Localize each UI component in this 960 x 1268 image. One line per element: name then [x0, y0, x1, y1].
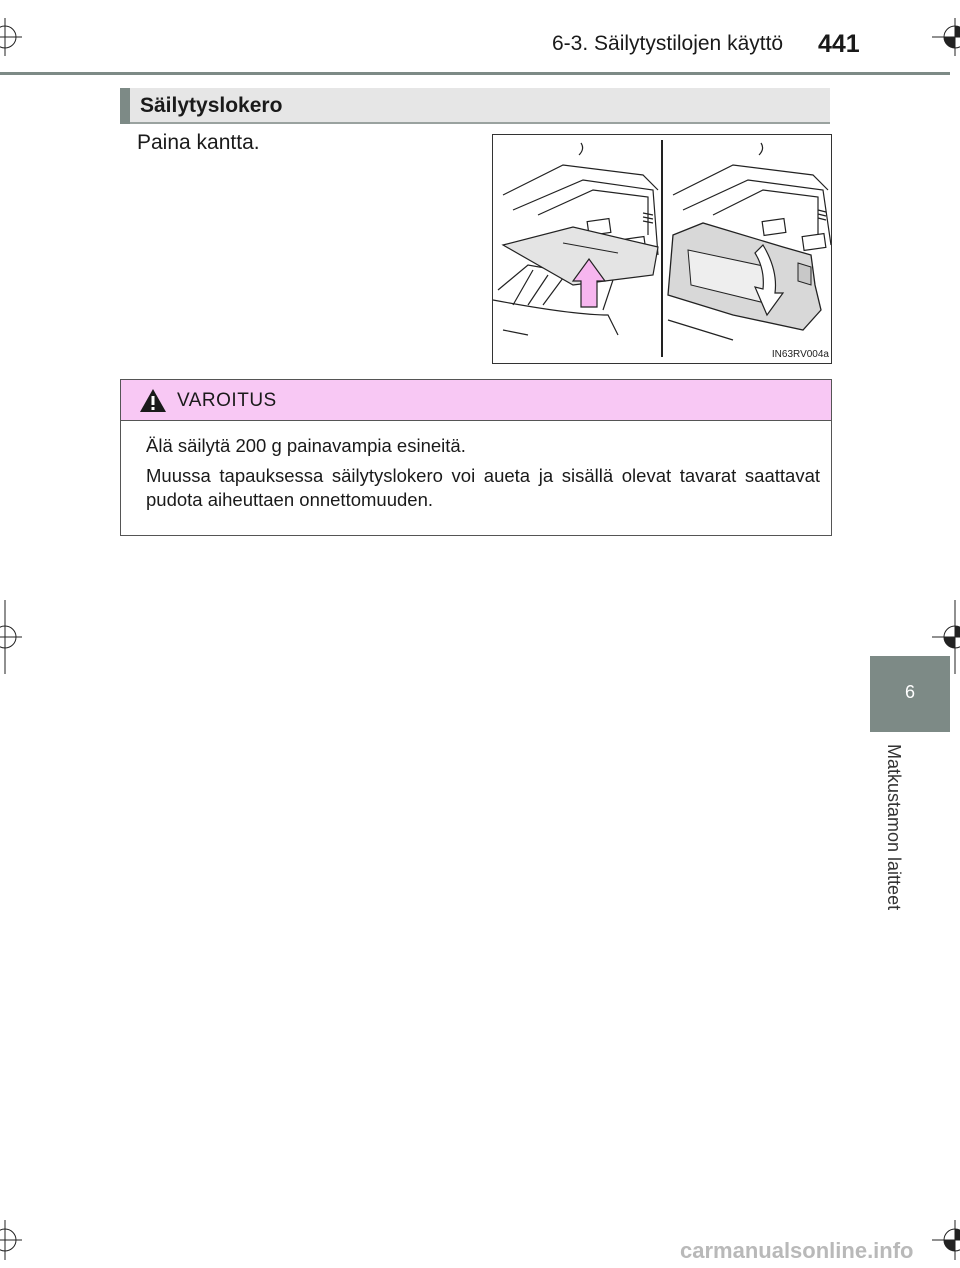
warning-header — [121, 380, 831, 421]
storage-illustration — [492, 134, 832, 364]
instruction-text: Paina kantta. — [137, 131, 260, 154]
warning-label: VAROITUS — [177, 390, 277, 411]
section-accent — [120, 88, 130, 124]
chapter-title: 6-3. Säilytystilojen käyttö — [552, 32, 784, 55]
storage-drawing — [493, 135, 831, 363]
watermark: carmanualsonline.info — [680, 1238, 914, 1263]
warning-triangle-icon — [139, 388, 167, 413]
page-number: 441 — [818, 30, 860, 58]
illustration-code: IN63RV004a — [771, 349, 829, 360]
chapter-tab-number: 6 — [904, 682, 915, 702]
section-title: Säilytyslokero — [140, 94, 283, 117]
warning-box — [120, 379, 832, 536]
header-rule — [0, 72, 950, 75]
warning-line-2: Muussa tapauksessa säilytyslokero voi aueta ja sisällä olevat tavarat saattavat pudota aiheuttaen onnettomuuden. — [146, 465, 820, 510]
section-header — [120, 88, 830, 124]
chapter-tab — [870, 656, 950, 732]
warning-line-1: Älä säilytä 200 g painavampia esineitä. — [146, 435, 466, 456]
chapter-side-label: Matkustamon laitteet — [884, 744, 904, 911]
